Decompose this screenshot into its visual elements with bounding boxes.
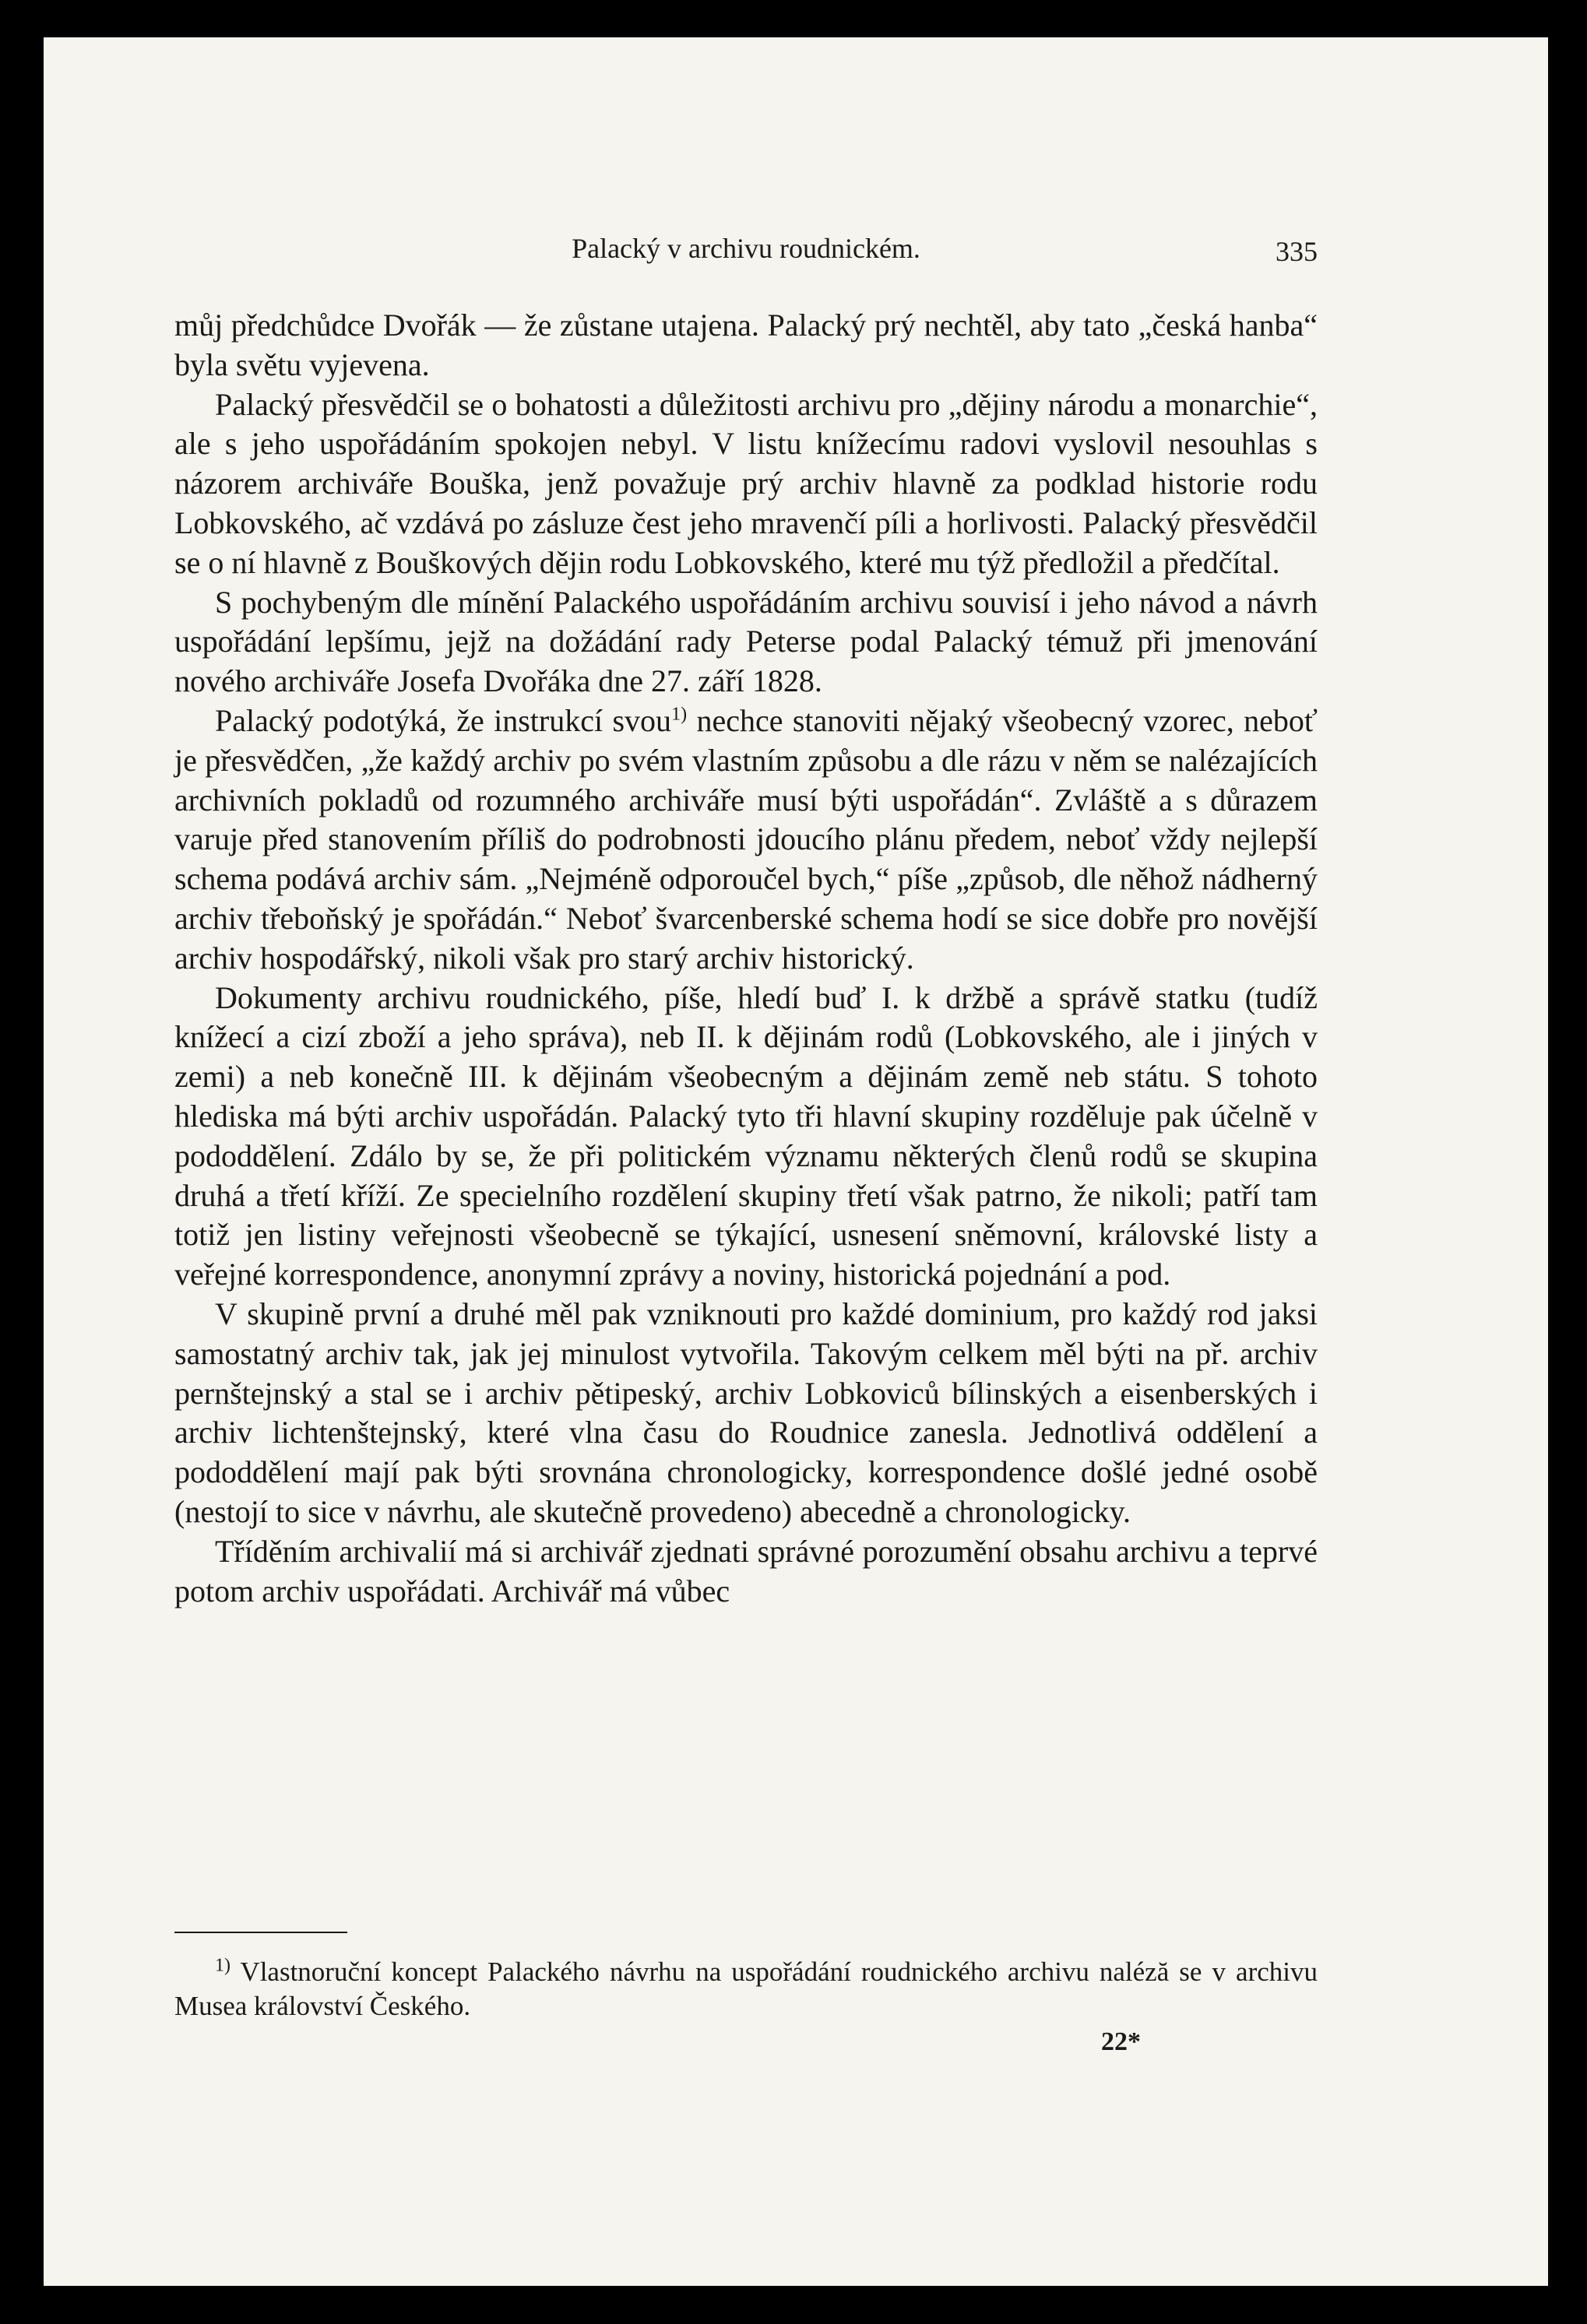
footnote-reference: 1) <box>671 704 688 725</box>
page-number: 335 <box>1276 236 1318 267</box>
footnote <box>174 1955 1318 2023</box>
paragraph-4-start: Palacký podotýká, že instrukcí svou <box>215 702 672 738</box>
paragraph-6: V skupině první a druhé měl pak vzniknouti pro každé dominium, pro každý rod jaksi samostatný archiv tak, jak jej minulost vytvořila. Takovým celkem měl býti na př. archiv pernštejnský a stal se i archiv pětipeský, archiv Lobkoviců bílinských a eisenberských i archiv lichtenštejnský, které vlna času do Roudnice zanesla. Jednotlivá oddělení a pododdělení mají pak býti srovnána chronologicky, korrespondence došlé jedné osobě (nestojí to sice v návrhu, ale skutečně provedeno) abecedně a chronologicky. <box>174 1296 1318 1529</box>
running-head <box>174 232 1318 271</box>
body-text <box>174 306 1318 1611</box>
paragraph-7: Tříděním archivalií má si archivář zjednati správné porozumění obsahu archivu a teprvé potom archiv uspořádati. Archivář má vůbec <box>174 1533 1318 1609</box>
footnote-marker: 1) <box>215 1955 230 1976</box>
book-page <box>44 37 1548 2286</box>
running-title: Palacký v archivu roudnickém. <box>572 233 920 264</box>
footnote-text: Vlastnoruční koncept Palackého návrhu na uspořádání roudnického archivu naléză se v archivu Musea království Českého. <box>174 1957 1318 2021</box>
paragraph-5: Dokumenty archivu roudnického, píše, hledí buď I. k držbě a správě statku (tudíž knížecí a cizí zboží a jeho správa), neb II. k dějinám rodů (Lobkovského, ale i jiných v zemi) a neb konečně III. k dějinám všeobecným a dějinám země neb státu. S tohoto hlediska má býti archiv uspořádán. Palacký tyto tři hlavní skupiny rozděluje pak účelně v pododdělení. Zdálo by se, že při politickém významu některých členů rodů se skupina druhá a třetí kříží. Ze specielního rozdělení skupiny třetí však patrno, že nikoli; patří tam totiž jen listiny veřejnosti všeobecně se týkající, usnesení sněmovní, královské listy a veřejné korrespondence, anonymní zprávy a noviny, historická pojednání a pod. <box>174 979 1318 1292</box>
paragraph-4-end: nechce stanoviti nějaký všeobecný vzorec, neboť je přesvědčen, „že každý archiv po svém vlastním způsobu a dle rázu v něm se nalézajících archivních pokladů od rozumného archiváře musí býti uspořádán“. Zvláště a s důrazem varuje před stanovením příliš do podrobnosti jdoucího plánu předem, neboť vždy nejlepší schema podává archiv sám. „Nejméně odporoučel bych,“ píše „způsob, dle něhož nádherný archiv třeboňský je spořádán.“ Neboť švarcenberské schema hodí se sice dobře pro novější archiv hospodářský, nikoli však pro starý archiv historický. <box>174 702 1318 976</box>
paragraph-4 <box>174 701 1318 979</box>
paragraph-1: můj předchůdce Dvořák — že zůstane utajena. Palacký prý nechtěl, aby tato „česká hanba“ byla světu vyjevena. <box>174 308 1318 382</box>
paragraph-3: S pochybeným dle mínění Palackého uspořádáním archivu souvisí i jeho návod a návrh uspořádání lepšímu, jejž na dožádání rady Peterse podal Palacký témuž při jmenování nového archiváře Josefa Dvořáka dne 27. září 1828. <box>174 584 1318 699</box>
paragraph-2: Palacký přesvědčil se o bohatosti a důležitosti archivu pro „dějiny národu a monarchie“, ale s jeho uspořádáním spokojen nebyl. V listu knížecímu radovi vyslovil nesouhlas s názorem archiváře Bouška, jenž považuje prý archiv hlavně za podklad historie rodu Lobkovského, ač vzdává po zásluze čest jeho mravenčí píli a horlivosti. Palacký přesvědčil se o ní hlavně z Bouškových dějin rodu Lobkovského, které mu týž předložil a předčítal. <box>174 386 1318 580</box>
printer-signature: 22* <box>1101 2027 1141 2056</box>
footnote-text-paragraph <box>174 1955 1318 2023</box>
footnote-divider <box>174 1932 347 1933</box>
